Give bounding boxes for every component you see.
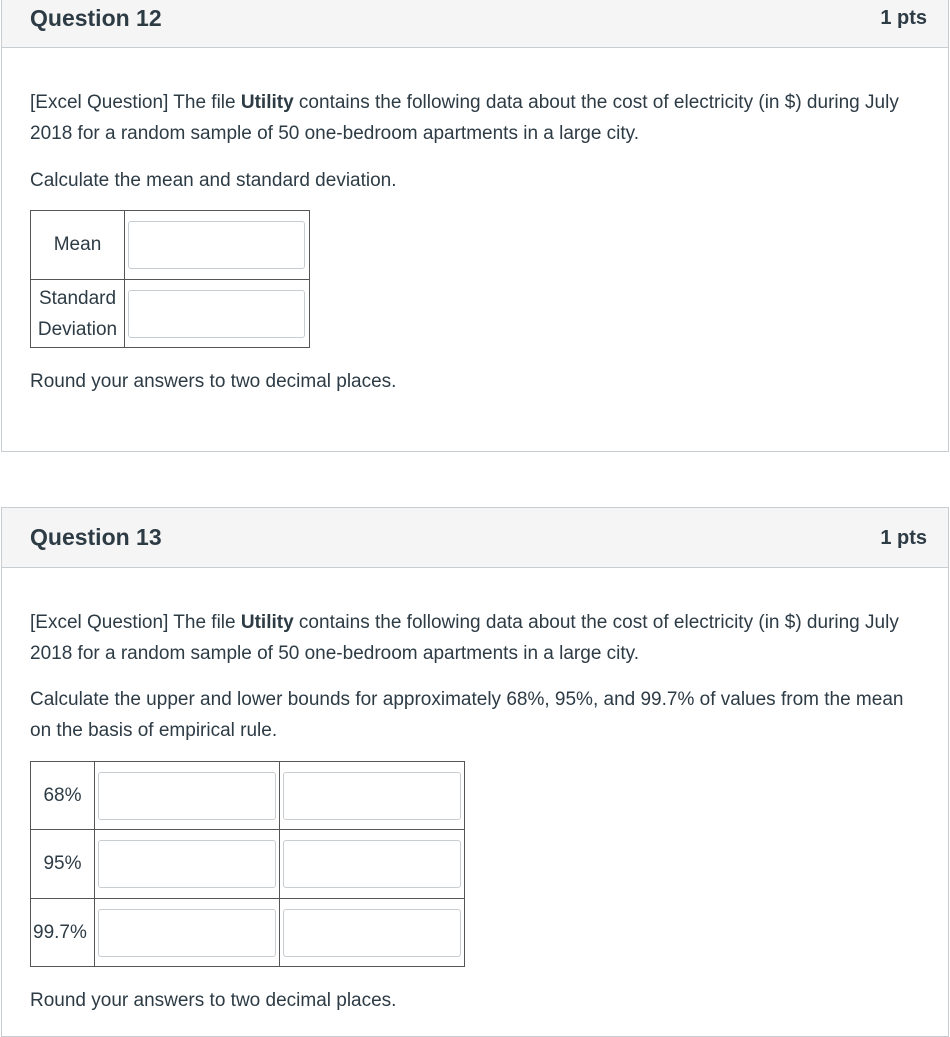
row-95-lower-cell [95,830,280,899]
row-68-upper-input[interactable] [283,772,461,820]
question-12-intro-suffix: contains the following data about the cost of electricity (in $) during July 2018 for a random sample of 50 one-bedroom apartments in a large city. [30,92,899,144]
mean-label: Mean [31,211,125,280]
question-13-footer: Round your answers to two decimal places. [30,990,397,1011]
std-dev-cell [125,280,310,348]
question-13-file-name: Utility [240,612,294,633]
question-13-intro [30,607,920,669]
question-12-points: 1 pts [880,7,927,29]
row-99-7-upper-input[interactable] [283,909,461,957]
row-68-upper-cell [280,762,465,830]
question-13-card [1,507,949,1037]
std-dev-input[interactable] [128,290,305,338]
row-99-7-lower-input[interactable] [98,909,276,957]
row-68-label: 68% [31,762,95,830]
question-12-footer: Round your answers to two decimal places. [30,371,397,392]
row-95-lower-input[interactable] [98,840,276,888]
std-dev-label-line2: Deviation [37,318,118,340]
question-12-intro-prefix: [Excel Question] The file [30,92,241,113]
table-row [31,211,310,280]
table-row [31,280,310,348]
row-99-7-label: 99.7% [31,899,95,967]
question-13-title: Question 13 [30,524,162,550]
row-95-label: 95% [31,830,95,899]
table-row [31,899,465,967]
question-12-intro [30,87,920,149]
table-row [31,762,465,830]
row-95-upper-input[interactable] [283,840,461,888]
row-99-7-upper-cell [280,899,465,967]
row-95-upper-cell [280,830,465,899]
question-13-intro-suffix: contains the following data about the cost of electricity (in $) during July 2018 for a random sample of 50 one-bedroom apartments in a large city. [30,612,899,664]
question-12-instruction: Calculate the mean and standard deviation. [30,170,397,191]
question-13-intro-prefix: [Excel Question] The file [30,612,241,633]
question-12-card [1,0,949,452]
question-13-points: 1 pts [880,527,927,549]
mean-cell [125,211,310,280]
std-dev-label-line1: Standard [38,287,117,309]
question-12-answer-table [30,210,310,348]
question-12-file-name: Utility [240,92,294,113]
row-68-lower-input[interactable] [98,772,276,820]
question-13-instruction: Calculate the upper and lower bounds for approximately 68%, 95%, and 99.7% of values from the mean on the basis of empirical rule. [30,689,904,741]
mean-input[interactable] [128,221,305,269]
row-99-7-lower-cell [95,899,280,967]
question-12-header [2,0,948,48]
question-13-header [2,508,948,568]
question-12-title: Question 12 [30,5,162,31]
question-13-answer-table [30,761,465,967]
table-row [31,830,465,899]
row-68-lower-cell [95,762,280,830]
std-dev-label [31,280,125,348]
